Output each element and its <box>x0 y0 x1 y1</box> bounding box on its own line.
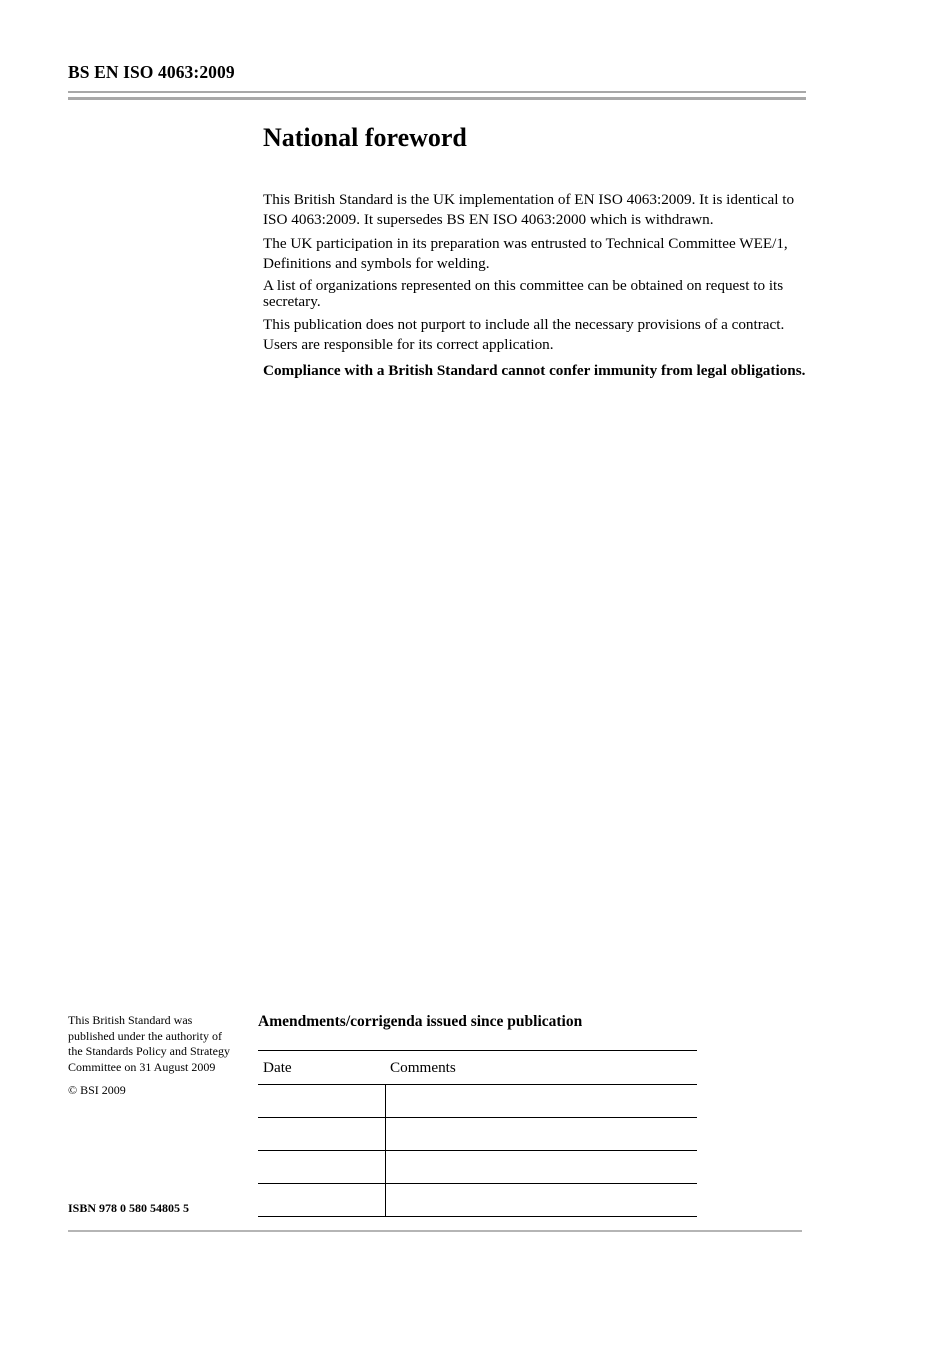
compliance-notice: Compliance with a British Standard cannot confer immunity from legal obligations. <box>263 362 806 379</box>
amendments-header-row <box>258 1051 697 1085</box>
cell-comments <box>385 1151 697 1184</box>
foreword-paragraph-committee: The UK participation in its preparation was entrusted to Technical Committee WEE/1, Definitions and symbols for welding. <box>263 235 788 272</box>
publication-note: This British Standard was published under the authority of the Standards Policy and Strategy Committee on 31 August 2009 <box>68 1013 230 1074</box>
cell-comments <box>385 1085 697 1118</box>
cell-date <box>258 1184 385 1217</box>
foreword-body <box>263 190 808 386</box>
foreword-paragraph-organizations: A list of organizations represented on this committee can be obtained on request to its secretary. <box>263 277 784 310</box>
header-rule-top <box>68 91 806 93</box>
table-row <box>258 1151 697 1184</box>
copyright-notice: © BSI 2009 <box>68 1083 126 1097</box>
isbn-number: ISBN 978 0 580 54805 5 <box>68 1201 190 1215</box>
header-rule-bottom <box>68 97 806 100</box>
foreword-paragraph-provisions: This publication does not purport to include all the necessary provisions of a contract. Users are responsible for its correct application. <box>263 316 785 353</box>
table-row <box>258 1184 697 1217</box>
amendments-title: Amendments/corrigenda issued since publication <box>258 1013 583 1030</box>
page-title: National foreword <box>263 123 467 152</box>
amendments-table <box>258 1050 697 1217</box>
cell-date <box>258 1118 385 1151</box>
table-row <box>258 1085 697 1118</box>
footer-rule <box>68 1230 802 1232</box>
table-row <box>258 1118 697 1151</box>
cell-date <box>258 1151 385 1184</box>
foreword-paragraph-implementation: This British Standard is the UK implementation of EN ISO 4063:2009. It is identical to ISO 4063:2009. It supersedes BS EN ISO 4063:2000 which is withdrawn. <box>263 191 795 228</box>
cell-comments <box>385 1184 697 1217</box>
cell-comments <box>385 1118 697 1151</box>
cell-date <box>258 1085 385 1118</box>
column-header-date: Date <box>258 1051 385 1085</box>
column-header-comments: Comments <box>385 1051 697 1085</box>
document-number: BS EN ISO 4063:2009 <box>68 62 235 82</box>
publication-imprint <box>68 1013 233 1099</box>
